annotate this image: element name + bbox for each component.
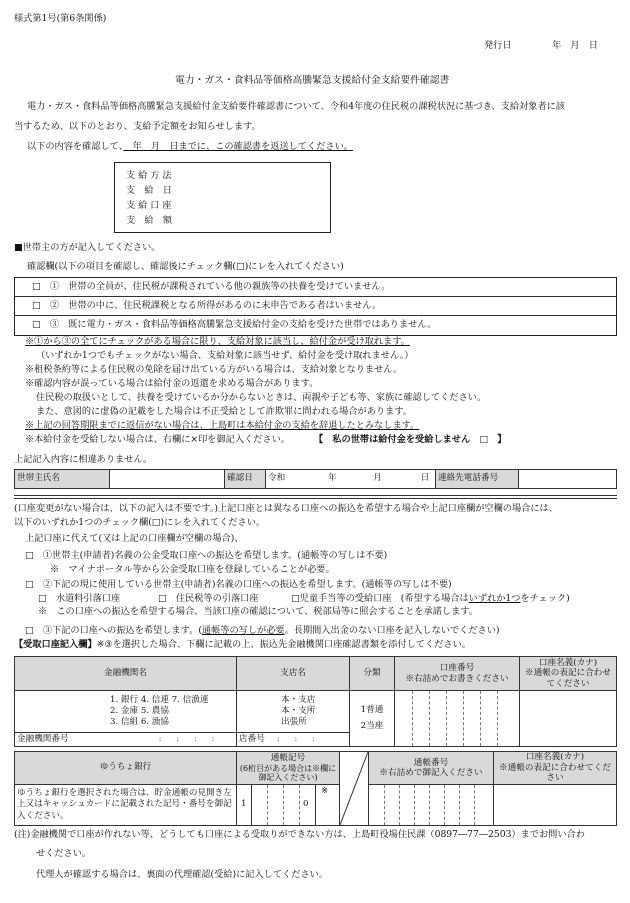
issue-date-label: 発行日 <box>484 40 512 51</box>
payment-account-label: 支 給 口 座 <box>126 200 172 211</box>
yucho-description: ゆうちょ銀行を選択された場合は、貯金通帳の見開き左上又はキャッシュカードに記載された記号・番号を御記入ください。 <box>15 784 237 825</box>
bank-option-2[interactable]: □ ②下記の現に使用している世帯主(申請者)名義の口座への振込を希望します。(通帳等の写しは不要) <box>25 579 452 590</box>
branch-name-header: 支店名 <box>237 657 350 691</box>
yucho-header: ゆうちょ銀行 <box>15 752 237 785</box>
householder-name-field[interactable] <box>110 470 225 489</box>
yucho-holder-header: 口座名義(カナ) ※通帳の表記に合わせてください <box>494 752 617 785</box>
account-entry-heading: 【受取口座記入欄】※③を選択した場合、下欄に記載の上、振込先金融機関口座確認書類を添付してください。 <box>14 639 471 650</box>
form-number: 様式第1号(第6条関係) <box>14 13 107 24</box>
decline-box[interactable]: 【 私の世帯は給付金を受給しません □ 】 <box>314 434 507 445</box>
note-8: ※本給付金を受給しない場合は、右欄に×印を御記入ください。 <box>25 434 290 445</box>
yucho-number-field[interactable] <box>369 784 494 825</box>
bank-option-3[interactable]: □ ③下記の口座への振込を希望します。(通帳等の写しが必要。長期間入出金のない口座を記入しないでください) <box>25 625 500 636</box>
bank-code-field[interactable]: 金融機関番号 : : : : <box>15 733 237 747</box>
phone-label: 連絡先電話番号 <box>436 470 519 489</box>
bank-change-p1: (口座変更がない場合は、以下の記入は不要です。)上記口座とは異なる口座への振込を希望する場合や上記口座欄が空欄の場合には、 <box>14 503 558 514</box>
note-7: ※上記の回答期限までに返信がない場合は、上島町は本給付金の支給を辞退したとみなします。 <box>25 420 420 431</box>
householder-heading: ■世帯主の方が記入してください。 <box>14 242 161 253</box>
account-kind-options[interactable]: 1普通 2当座 <box>350 691 395 747</box>
yucho-symbol-header: 通帳記号 (6桁目がある場合は※欄に御記入ください) <box>237 752 340 785</box>
document-title: 電力・ガス・食料品等価格高騰緊急支援給付金支給要件確認書 <box>175 75 450 86</box>
account-number-header: 口座番号 ※右詰めでお書きください <box>395 657 520 691</box>
bank-option-2-water[interactable]: □ 水道料引落口座 <box>38 593 121 604</box>
account-kind-header: 分類 <box>350 657 395 691</box>
check-item-2[interactable]: □ ② 世帯の中に、住民税課税となる所得があるのに未申告である者はいません。 <box>32 300 382 311</box>
footer-note-2: せください。 <box>36 848 92 859</box>
note-5: 住民税の取扱いとして、扶養を受けているか分からないときは、両親や子ども等、家族に確認してください。 <box>36 392 487 403</box>
bank-option-2-tax[interactable]: □ 住民税等の引落口座 <box>158 593 259 604</box>
reply-deadline: 年 月 日までに、この確認書を返送してください。 <box>123 141 353 152</box>
branch-type-options[interactable]: 本・支店 本・支所 出張所 <box>237 691 350 733</box>
yucho-symbol-field[interactable]: 1 0 ※ <box>237 784 340 825</box>
bank-name-header: 金融機関名 <box>15 657 237 691</box>
check-instruction: 確認欄(以下の項目を確認し、確認後にチェック欄(□)にレを入れてください) <box>27 261 344 272</box>
yucho-table <box>14 751 617 826</box>
note-2: （いずれか1つでもチェックがない場合、支給対象に該当せず、給付金を受け取れません。） <box>36 350 414 361</box>
note-3: ※租税条約等による住民税の免除を届け出ている方がいる場合は、支給対象となりません。 <box>25 364 403 375</box>
intro-line-3: 以下の内容を確認して、 年 月 日までに、この確認書を返送してください。 <box>27 141 353 152</box>
intro-line-2: 当するため、以下のとおり、支給予定額をお知らせします。 <box>14 121 261 132</box>
bank-account-table <box>14 656 617 747</box>
yucho-number-header: 通帳番号 ※右詰めで御記入ください <box>369 752 494 785</box>
payment-amount-label: 支 給 額 <box>126 215 172 226</box>
check-item-1[interactable]: □ ① 世帯の全員が、住民税が課税されている他の親族等の扶養を受けていません。 <box>32 281 391 292</box>
agree-text: 上記記入内容に相違ありません。 <box>14 454 153 465</box>
yucho-divider <box>340 752 369 826</box>
bank-option-2-note: ※ この口座への振込を希望する場合、当該口座の確認について、税部局等に照会することを承諾します。 <box>38 606 478 617</box>
check-item-3[interactable]: □ ③ 既に電力・ガス・食料品等価格高騰緊急支援給付金の支給を受けた世帯ではありません。 <box>32 319 437 330</box>
diagonal-slash-icon <box>340 752 368 825</box>
bank-option-2-child[interactable]: □児童手当等の受給口座 (希望する場合はいずれか1つをチェック) <box>291 593 570 604</box>
note-6: また、意図的に虚偽の記載をした場合は不正受給として詐欺罪に問われる場合があります。 <box>36 406 412 417</box>
householder-name-label: 世帯主氏名 <box>15 470 110 489</box>
phone-field[interactable] <box>519 470 617 489</box>
bank-change-p3: 上記口座に代えて(又は上記の口座欄が空欄の場合)、 <box>25 533 244 544</box>
note-4: ※確認内容が誤っている場合は給付金の返還を求める場合があります。 <box>25 378 319 389</box>
branch-code-field[interactable]: 店番号 : : : <box>237 733 350 747</box>
issue-date-fields[interactable]: 年 月 日 <box>552 40 598 51</box>
account-number-field[interactable] <box>395 691 520 747</box>
bank-option-1-note: ※ マイナポータル等から公金受取口座を登録していることが必要。 <box>50 564 335 575</box>
intro-line-1: 電力・ガス・食料品等価格高騰緊急支援給付金支給要件確認書について、令和4年度の住民税の課税状況に基づき、支給対象者に該 <box>27 101 565 112</box>
account-holder-field[interactable] <box>520 691 617 747</box>
confirm-table <box>14 469 617 489</box>
note-1: ※①から③の全てにチェックがある場合に限り、支給対象に該当し、給付金が受け取れます。 <box>25 336 410 347</box>
confirm-date-label: 確認日 <box>225 470 266 489</box>
footer-note-1: (注)金融機関で口座が作れない等、どうしても口座による受取りができない方は、上島町役場住民課（0897―77―2503）までお問い合わ <box>14 829 585 840</box>
payment-date-label: 支 給 日 <box>126 185 172 196</box>
account-holder-header: 口座名義(カナ) ※通帳の表記に合わせてください <box>520 657 617 691</box>
bank-option-1[interactable]: □ ①世帯主(申請者)名義の公金受取口座への振込を希望します。(通帳等の写しは不要) <box>25 550 388 561</box>
check-items-box <box>14 277 617 336</box>
bank-change-p2: 以下のいずれか1つのチェック欄(□)にレを入れてください。 <box>14 517 266 528</box>
bank-type-options[interactable]: 1. 銀行 4. 信連 7. 信漁連 2. 金庫 5. 農協 3. 信組 6. 漁協 <box>15 691 237 733</box>
payment-info-box <box>114 162 331 233</box>
confirm-date-field[interactable]: 令和 年 月 日 <box>266 470 436 489</box>
footer-note-3: 代理人が確認する場合は、裏面の代理確認(受給)に記入してください。 <box>36 869 328 880</box>
payment-method-label: 支 給 方 法 <box>126 170 172 181</box>
yucho-holder-field[interactable] <box>494 784 617 825</box>
